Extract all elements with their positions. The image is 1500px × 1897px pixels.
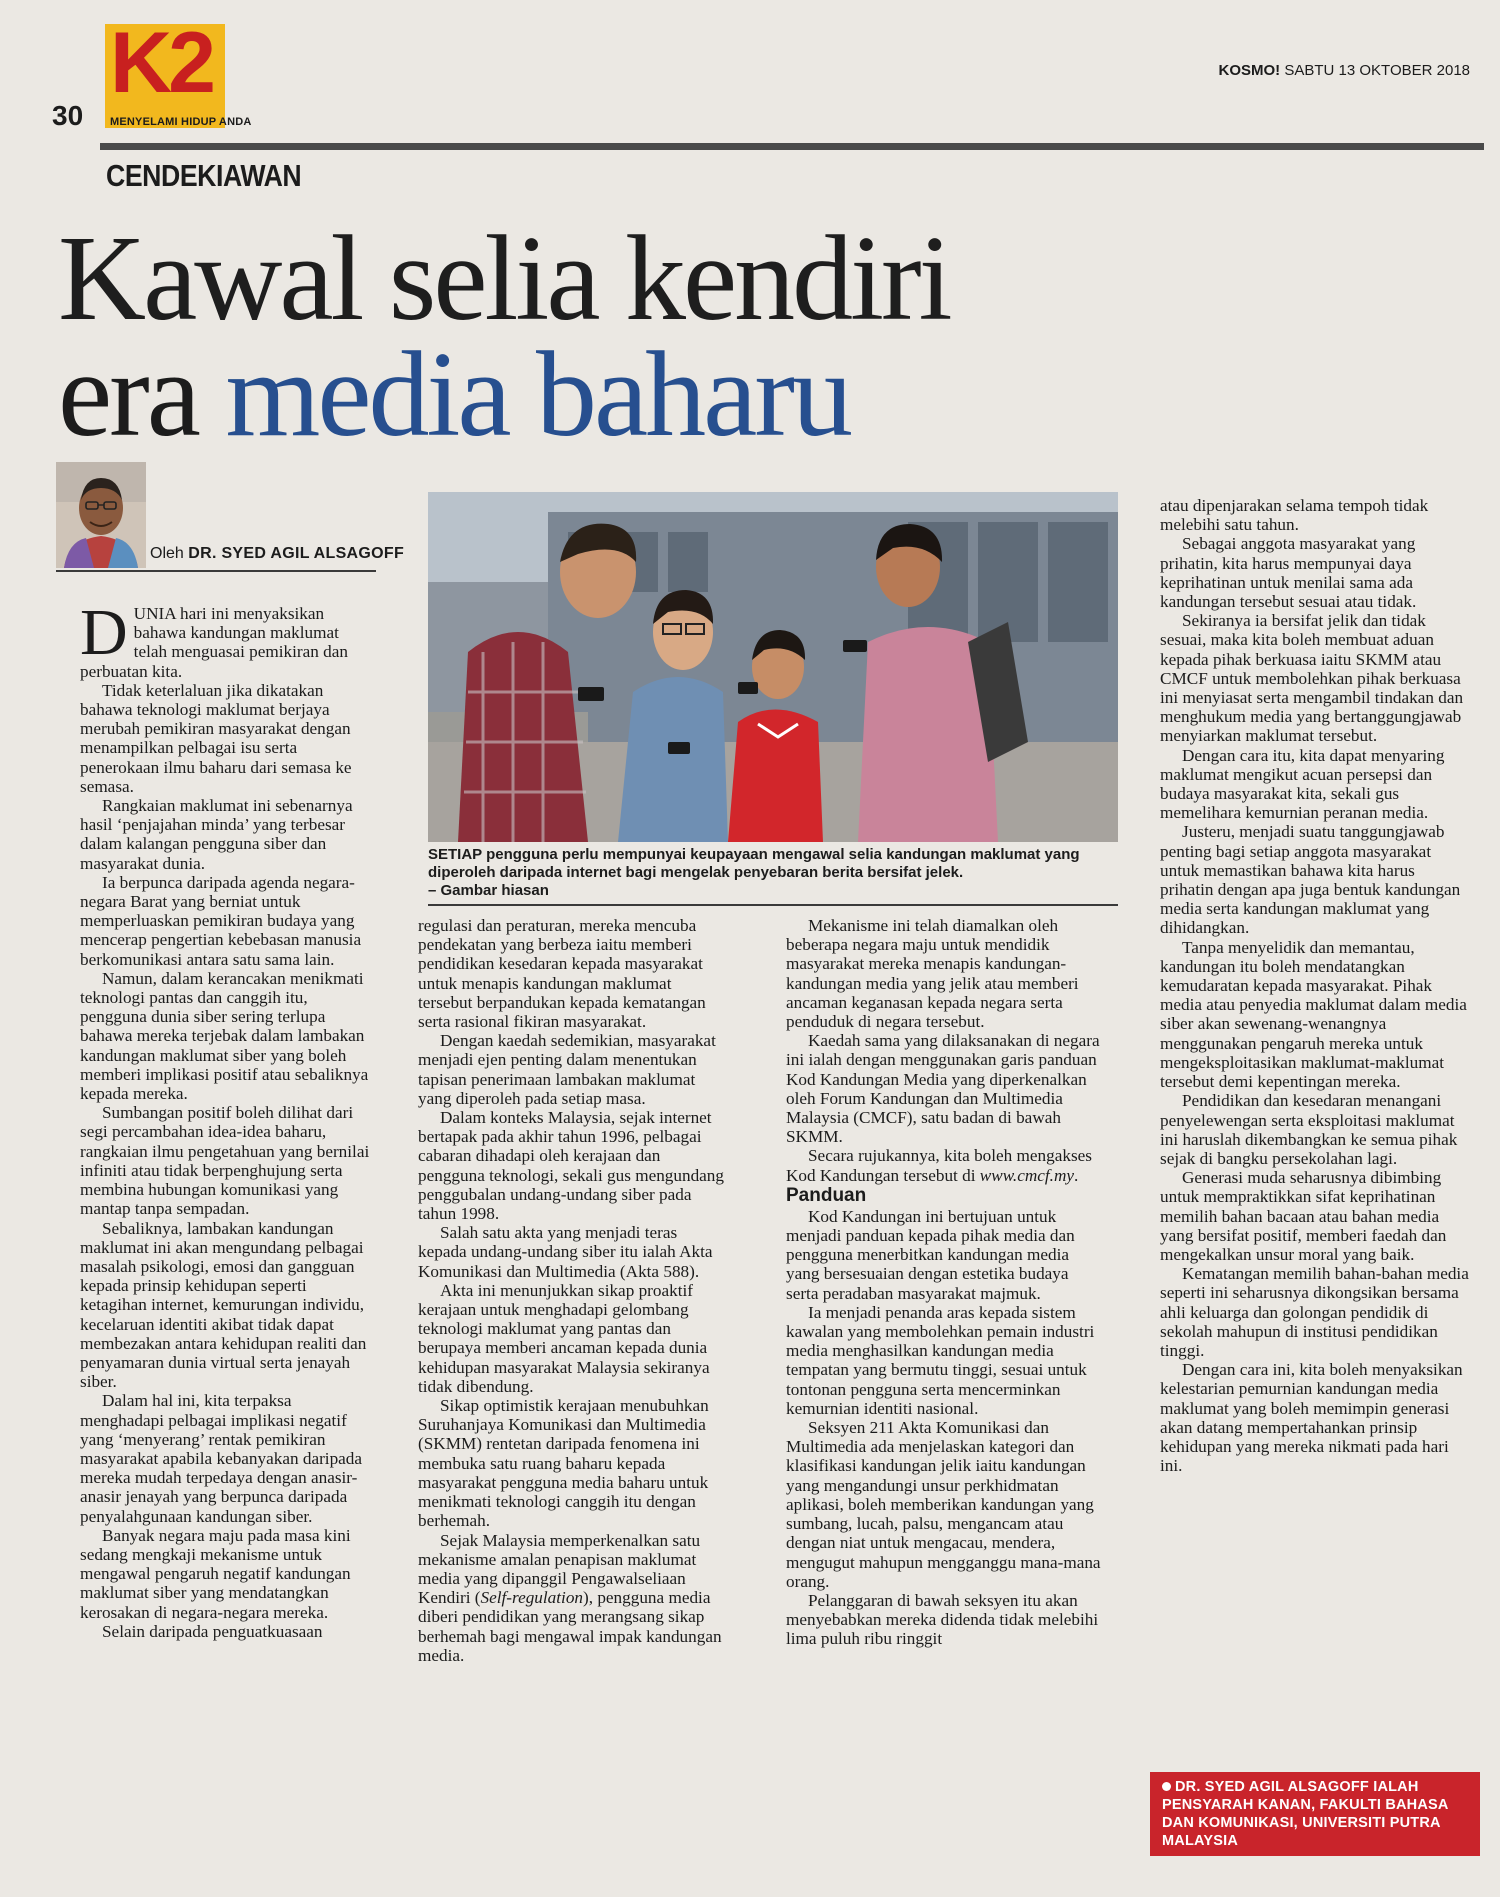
article-paragraph: Tanpa menyelidik dan memantau, kandungan itu boleh mendatangkan kemudaratan kepada masyarakat. Pihak media atau penyedia maklumat dalam media siber akan sewenang-wenangnya menggunakan pengaruh mereka untuk mengeksploitasikan maklumat-maklumat tersebut demi kepentingan mereka. <box>1160 937 1467 1092</box>
caption-credit: – Gambar hiasan <box>428 882 549 899</box>
headline <box>58 211 1158 462</box>
article-paragraph: Seksyen 211 Akta Komunikasi dan Multimedia ada menjelaskan kategori dan klasifikasi kandungan jelik iaitu kandungan yang mengandungi unsur perkhidmatan aplikasi, boleh memberikan kandungan yang sumbang, lucah, palsu, mengancam atau dengan niat untuk mengacau, mendera, mengugut mahupun mengganggu mana-mana orang. <box>786 1418 1101 1591</box>
header-rule <box>100 143 1484 150</box>
caption-text: SETIAP pengguna perlu mempunyai keupayaan mengawal selia kandungan maklumat yang diperoleh daripada internet bagi mengelak penyebaran berita bersifat jelek. <box>428 846 1080 881</box>
article-paragraph: Salah satu akta yang menjadi teras kepada undang-undang siber itu ialah Akta Komunikasi dan Multimedia (Akta 588). <box>418 1223 713 1281</box>
article-column-3 <box>786 916 1104 1649</box>
caption-rule <box>428 904 1118 906</box>
photo-caption <box>428 846 1118 900</box>
publication-dateline <box>1219 62 1470 79</box>
drop-cap: D <box>80 596 128 669</box>
article-paragraph: Justeru, menjadi suatu tanggungjawab penting bagi setiap anggota masyarakat untuk memastikan bahawa kita harus prihatin dengan apa juga bentuk kandungan media serta kandungan maklumat yang dihidangkan. <box>1160 822 1461 938</box>
headline-line-1: Kawal selia kendiri <box>58 211 950 346</box>
article-paragraph: Ia menjadi penanda aras kepada sistem kawalan yang membolehkan pemain industri media menghasilkan kandungan media tempatan yang bermutu tinggi, sesuai untuk tontonan pengguna serta mencerminkan kemurnian identiti nasional. <box>786 1302 1095 1418</box>
article-photo <box>428 492 1118 842</box>
subheading: Panduan <box>786 1184 867 1206</box>
article-paragraph: Pelanggaran di bawah seksyen itu akan menyebabkan mereka didenda tidak melebihi lima puluh ribu ringgit <box>786 1590 1099 1649</box>
text-run: ), pengguna media diberi pendidikan yang merangsang sikap berhemah bagi mengawal impak kandungan media. <box>418 1588 722 1665</box>
text-run-italic: Self-regulation <box>480 1588 584 1608</box>
article-paragraph: Mekanisme ini telah diamalkan oleh beberapa negara maju untuk mendidik masyarakat mereka menapis kandungan-kandungan media yang jelik atau memberi ancaman keganasan kepada negara serta penduduk di negara tersebut. <box>786 916 1079 1032</box>
headline-line-2 <box>58 327 1158 462</box>
article-paragraph: Akta ini menunjukkan sikap proaktif kerajaan untuk menghadapi gelombang teknologi maklumat yang pantas dan berupaya memberi ancaman kepada dunia kehidupan masyarakat Malaysia sekiranya tidak dibendung. <box>418 1280 710 1396</box>
author-name: DR. SYED AGIL ALSAGOFF <box>188 545 405 562</box>
website-link[interactable]: www.cmcf.my <box>979 1165 1074 1185</box>
article-paragraph: Sebaliknya, lambakan kandungan maklumat ini akan mengundang pelbagai masalah psikologi, emosi dan gangguan kepada prinsip kehidupan seperti ketagihan internet, kemurungan individu, kecelaruan identiti akibat tidak dapat membezakan antara kehidupan realiti dan penyamaran dunia virtual serta jenayah siber. <box>80 1218 367 1392</box>
k2-tagline: MENYELAMI HIDUP ANDA <box>110 116 252 128</box>
article-paragraph: Kaedah sama yang dilaksanakan di negara ini ialah dengan menggunakan garis panduan Kod Kandungan Media yang diperkenalkan oleh Forum Kandungan dan Multimedia Malaysia (CMCF), satu badan di bawah SKMM. <box>786 1031 1100 1147</box>
article-paragraph: Dalam hal ini, kita terpaksa menghadapi pelbagai implikasi negatif yang ‘menyerang’ rentak pemikiran masyarakat apabila kebanyakan daripada mereka mudah terpedaya dengan anasir-anasir jenayah yang berpunca daripada penyalahgunaan kandungan siber. <box>80 1391 363 1526</box>
article-paragraph: Generasi muda seharusnya dibimbing untuk mempraktikkan sifat keprihatinan memilih bahan bacaan atau bahan media yang bersifat positif, memberi faedah dan mengekalkan unsur moral yang baik. <box>1160 1168 1447 1264</box>
headline-plain: era <box>58 327 226 462</box>
publication-date: SABTU 13 OKTOBER 2018 <box>1284 62 1470 79</box>
k2-logo: K2 <box>110 15 212 111</box>
article-paragraph: Banyak negara maju pada masa kini sedang mengkaji mekanisme untuk mengawal pengaruh negatif kandungan maklumat siber yang mendatangkan kerosakan di negara-negara mereka. <box>80 1525 351 1622</box>
article-paragraph <box>418 1531 724 1665</box>
article-column-1 <box>80 596 376 1641</box>
page-number: 30 <box>52 100 84 131</box>
article-column-4 <box>1160 496 1470 1475</box>
article-paragraph: Sebagai anggota masyarakat yang prihatin, kita harus mempunyai daya keprihatinan untuk menilai sama ada kandungan tersebut sesuai atau tidak. <box>1160 534 1417 612</box>
headline-accent: media baharu <box>225 327 850 462</box>
article-paragraph: atau dipenjarakan selama tempoh tidak melebihi satu tahun. <box>1160 496 1429 535</box>
article-paragraph: Rangkaian maklumat ini sebenarnya hasil ‘penjajahan minda’ yang terbesar dalam kalangan pengguna siber dan masyarakat dunia. <box>80 796 353 873</box>
article-paragraph: Dengan kaedah sedemikian, masyarakat menjadi ejen penting dalam menentukan tapisan penerimaan lambakan maklumat yang diperoleh pada setiap masa. <box>418 1031 716 1108</box>
article-paragraph: Selain daripada penguatkuasaan <box>102 1621 323 1641</box>
article-paragraph: Kod Kandungan ini bertujuan untuk menjadi panduan kepada pihak media dan pengguna menerbitkan kandungan media yang bersesuaian dengan estetika budaya serta peradaban masyarakat majmuk. <box>786 1206 1075 1303</box>
author-bio-box <box>1150 1772 1480 1856</box>
article-paragraph: Dengan cara itu, kita dapat menyaring maklumat mengikut acuan persepsi dan budaya masyarakat kita, sekali gus memelihara kemurnian peranan media. <box>1160 745 1445 823</box>
article-column-2 <box>418 916 724 1665</box>
author-bio: DR. SYED AGIL ALSAGOFF IALAH PENSYARAH KANAN, FAKULTI BAHASA DAN KOMUNIKASI, UNIVERSITI PUTRA MALAYSIA <box>1162 1779 1449 1849</box>
bullet-icon <box>1162 1782 1171 1791</box>
text-run: Sejak Malaysia memperkenalkan satu mekanisme amalan penapisan maklumat media yang dipanggil Pengawalseliaan Kendiri ( <box>418 1530 701 1608</box>
article-paragraph <box>786 1146 1104 1184</box>
byline-rule <box>56 570 376 572</box>
article-paragraph: Namun, dalam kerancakan menikmati teknologi pantas dan canggih itu, pengguna dunia siber sering terlupa bahawa mereka terjebak dalam lambakan kandungan maklumat siber yang boleh memberi implikasi positif atau sebaliknya kepada mereka. <box>80 968 369 1104</box>
article-paragraph: Pendidikan dan kesedaran menangani penyelewengan serta eksploitasi maklumat ini haruslah dikembangkan ke semua pihak sejak di bangku persekolahan lagi. <box>1160 1091 1458 1168</box>
section-label: CENDEKIAWAN <box>106 158 302 193</box>
byline <box>150 545 404 563</box>
byline-prefix: Oleh <box>150 545 189 562</box>
text-run: Secara rujukannya, kita boleh mengakses Kod Kandungan tersebut di <box>786 1146 1092 1185</box>
article-paragraph: Ia berpunca daripada agenda negara-negara Barat yang berniat untuk memperluaskan pemikiran budaya yang mencerap pengertian kebebasan manusia berkomunikasi antara satu sama lain. <box>80 872 362 969</box>
article-paragraph: Sikap optimistik kerajaan menubuhkan Suruhanjaya Komunikasi dan Multimedia (SKMM) rentetan daripada fenomena ini membuka satu ruang baharu kepada masyarakat pengguna media baharu untuk menikmati teknologi canggih itu dengan berhemah. <box>418 1396 709 1531</box>
article-paragraph: Tidak keterlaluan jika dikatakan bahawa teknologi maklumat berjaya merubah pemikiran masyarakat dengan menampilkan pelbagai isu serta penerokaan ilmu baharu dari semasa ke semasa. <box>80 680 352 796</box>
text-run: . <box>1074 1165 1079 1185</box>
article-paragraph: Kematangan memilih bahan-bahan media seperti ini seharusnya dikongsikan bersama ahli keluarga dan golongan pendidik di sekolah mahupun di institusi pendidikan tinggi. <box>1160 1264 1469 1360</box>
publication-name: KOSMO! <box>1218 62 1281 79</box>
article-paragraph: Dengan cara ini, kita boleh menyaksikan kelestarian pemurnian kandungan media maklumat yang boleh memimpin generasi akan datang mempertahankan prinsip kehidupan yang mereka nikmati pada hari ini. <box>1160 1360 1463 1476</box>
article-paragraph: regulasi dan peraturan, mereka mencuba pendekatan yang berbeza iaitu memberi pendidikan kesedaran kepada masyarakat untuk menapis kandungan maklumat tersebut berpandukan kepada kematangan serta rasional fikiran masyarakat. <box>418 916 706 1032</box>
article-paragraph: UNIA hari ini menyaksikan bahawa kandungan maklumat telah menguasai pemikiran dan perbuatan kita. <box>80 604 348 681</box>
article-paragraph: Dalam konteks Malaysia, sejak internet bertapak pada akhir tahun 1996, pelbagai cabaran dihadapi oleh kerajaan dan pengguna teknologi, sekali gus mengundang penggubalan undang-undang siber pada tahun 1998. <box>418 1108 724 1224</box>
article-paragraph: Sumbangan positif boleh dilihat dari segi percambahan idea-idea baharu, rangkaian ilmu pengetahuan yang bernilai infiniti atau tidak berpenghujung serta membina hubungan komunikasi yang mantap tanpa sempadan. <box>80 1103 370 1219</box>
article-paragraph: Sekiranya ia bersifat jelik dan tidak sesuai, maka kita boleh membuat aduan kepada pihak berkuasa iaitu SKMM atau CMCF untuk membolehkan pihak berkuasa ini menyiasat serta mengambil tindakan dan menghukum media yang bertanggungjawab menyiarkan maklumat tersebut. <box>1160 611 1464 746</box>
author-photo <box>56 462 146 568</box>
